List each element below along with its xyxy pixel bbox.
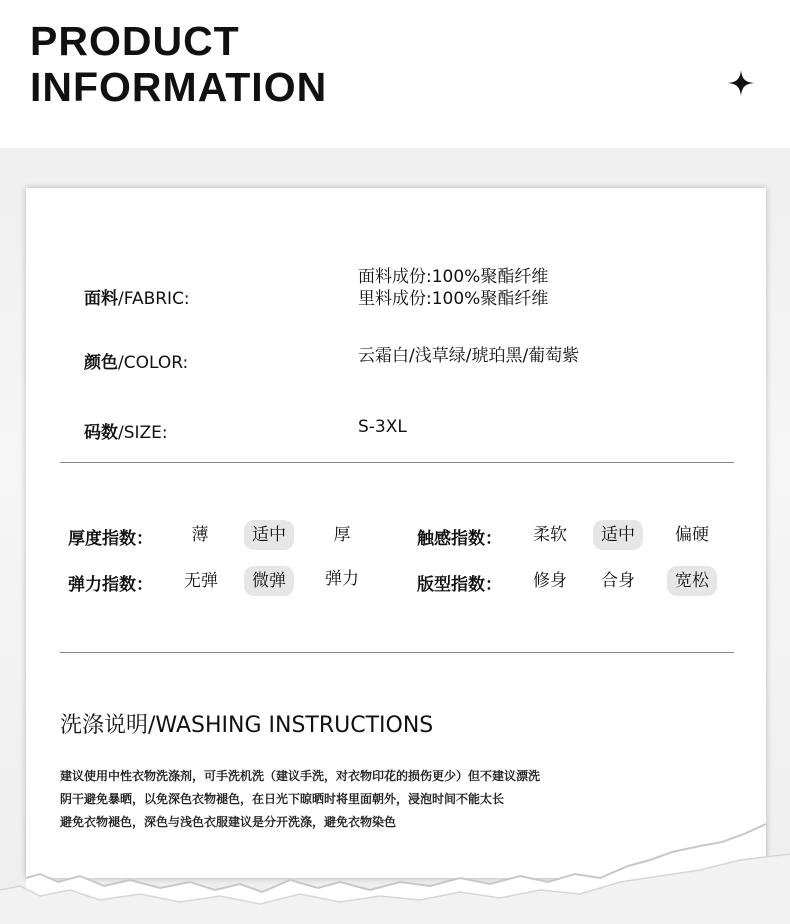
elasticity-label: 弹力指数： [68, 575, 153, 595]
page-title [30, 18, 327, 110]
thickness-option-thin: 薄 [191, 525, 209, 545]
thickness-option-thick: 厚 [333, 525, 351, 545]
size-label-en: /SIZE: [118, 423, 168, 443]
color-label-cn: 颜色 [84, 353, 118, 373]
touch-label: 触感指数： [417, 529, 502, 549]
size-label [84, 418, 168, 443]
elasticity-option-none: 无弹 [184, 571, 218, 591]
color-label-en: /COLOR: [118, 353, 189, 373]
washing-line-3: 避免衣物褪色，深色与浅色衣服建议是分开洗涤，避免衣物染色 [60, 815, 397, 829]
washing-line-1: 建议使用中性衣物洗涤剂，可手洗机洗（建议手洗，对衣物印花的损伤更少）但不建议漂洗 [60, 769, 541, 783]
washing-line-2: 阴干避免暴晒，以免深色衣物褪色，在日光下晾晒时将里面朝外，浸泡时间不能太长 [60, 792, 505, 806]
elasticity-option-slight: 微弹 [244, 566, 294, 596]
fabric-label-cn: 面料 [84, 289, 118, 309]
thickness-option-medium: 适中 [244, 520, 294, 550]
fit-option-slim: 修身 [533, 571, 567, 591]
touch-option-medium: 适中 [593, 520, 643, 550]
fit-label: 版型指数： [417, 575, 502, 595]
torn-paper-edge [0, 820, 790, 924]
title-line-2: INFORMATION [30, 64, 328, 110]
size-value: S-3XL [358, 417, 407, 437]
color-value: 云霜白/浅草绿/琥珀黑/葡萄紫 [358, 346, 580, 366]
washing-title: 洗涤说明/WASHING INSTRUCTIONS [60, 713, 434, 738]
fit-option-loose: 宽松 [667, 566, 717, 596]
color-label [84, 348, 188, 373]
fit-option-regular: 合身 [601, 571, 635, 591]
fabric-value-line-1: 面料成份:100%聚酯纤维 [358, 267, 549, 287]
touch-option-hard: 偏硬 [675, 525, 709, 545]
divider-bottom [60, 652, 734, 653]
thickness-label: 厚度指数： [68, 529, 153, 549]
touch-option-soft: 柔软 [533, 525, 567, 545]
title-line-1: PRODUCT [30, 18, 240, 64]
fabric-label-en: /FABRIC: [118, 289, 190, 309]
elasticity-option-elastic: 弹力 [325, 569, 359, 589]
fabric-value-line-2: 里料成份:100%聚酯纤维 [358, 289, 549, 309]
sparkle-icon [728, 70, 754, 96]
size-label-cn: 码数 [84, 423, 118, 443]
divider-top [60, 462, 734, 463]
fabric-value [358, 266, 548, 310]
fabric-label [84, 284, 190, 309]
